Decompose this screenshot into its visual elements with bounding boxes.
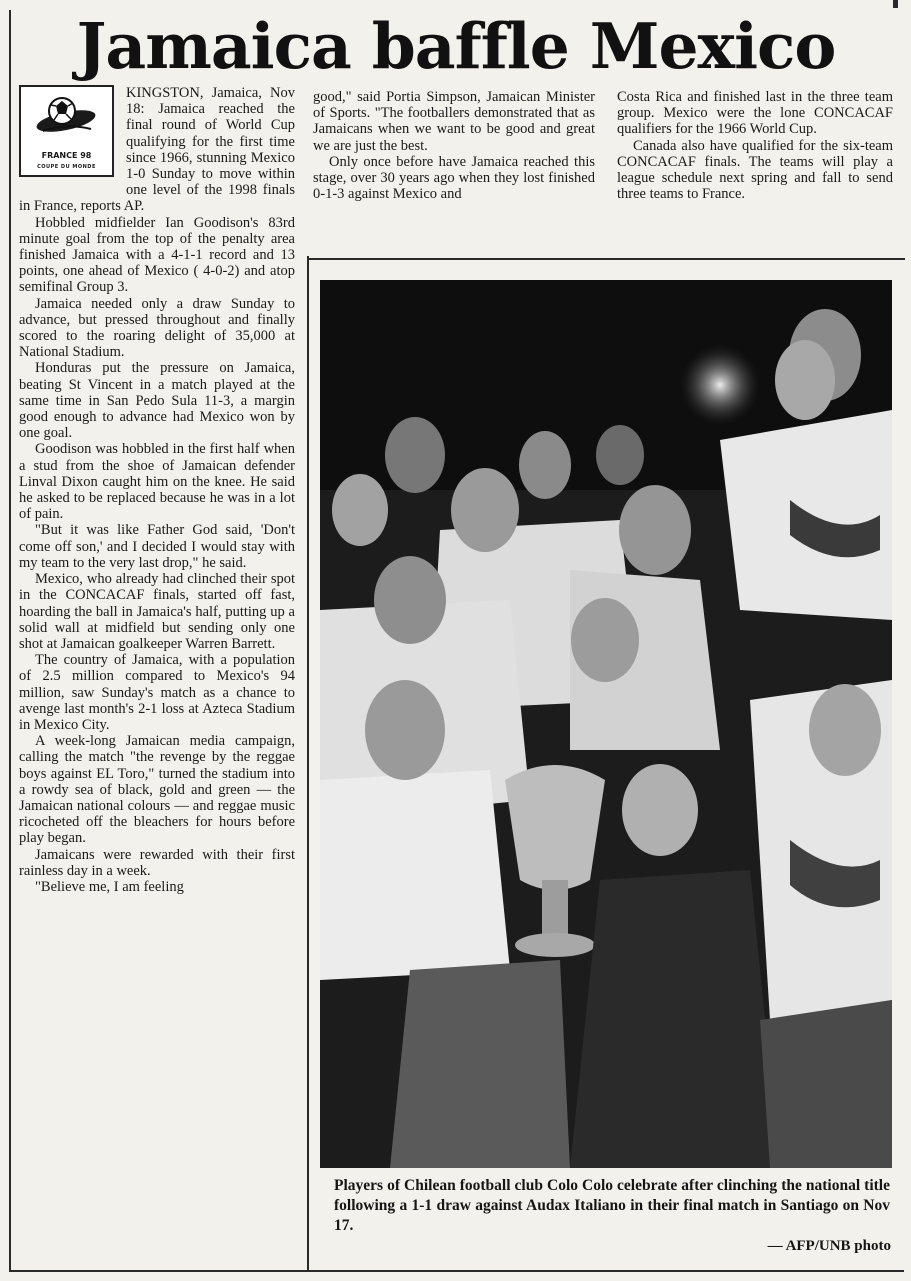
paragraph: "Believe me, I am feeling: [35, 878, 184, 895]
logo-title: FRANCE 98: [41, 151, 92, 160]
france-98-logo: [19, 85, 114, 177]
article-column-1: [19, 85, 295, 895]
left-border-rule: [9, 10, 11, 1272]
paragraph: Costa Rica and finished last in the three team group. Mexico were the lone CONCACAF qualifiers for the 1966 World Cup.: [617, 89, 893, 138]
paragraph: KINGSTON, Jamaica, Nov 18: Jamaica reached the final round of World Cup qualifying for the first time since 1966, stunning Mexico 1-0 Sunday to move within one level of the 1998 finals in France, reports AP.: [19, 85, 295, 215]
paragraph: A week-long Jamaican media campaign, calling the match "the revenge by the reggae boys against EL Toro," turned the stadium into a rowdy sea of black, gold and green — the Jamaican national colours — and reggae music ricocheted off the bleachers for hours before play began.: [19, 733, 295, 847]
headline: Jamaica baffle Mexico: [76, 9, 836, 83]
paragraph: Mexico, who already had clinched their spot in the CONCACAF finals, started off fast, hoarding the ball in Jamaica's half, putting up a solid wall at midfield but sending only one shot at Jamaican goalkeeper Warren Barrett.: [19, 571, 295, 652]
photo-top-rule: [309, 258, 905, 260]
paragraph: Jamaicans were rewarded with their first rainless day in a week.: [19, 846, 295, 879]
paragraph: good," said Portia Simpson, Jamaican Minister of Sports. "The footballers demonstrated that as Jamaicans when we want to be good and great we are just the best.: [313, 89, 595, 154]
paragraph: "But it was like Father God said, 'Don't come off son,' and I decided I would stay with my team to the very last drop," he said.: [19, 522, 295, 571]
article-column-2: [313, 89, 595, 202]
paragraph: Only once before have Jamaica reached this stage, over 30 years ago when they lost finished 0-1-3 against Mexico and: [313, 153, 595, 203]
article-column-3: [617, 89, 893, 202]
paragraph: Honduras put the pressure on Jamaica, beating St Vincent in a match played at the same time in San Pedo Sula 11-3, a margin good enough to advance had Mexico won by one goal.: [19, 360, 295, 442]
photo-credit: — AFP/UNB photo: [767, 1238, 891, 1254]
paragraph: The country of Jamaica, with a population of 2.5 million compared to Mexico's 94 million, saw Sunday's match as a chance to avenge last month's 2-1 loss at Azteca Stadium in Mexico City.: [19, 652, 295, 733]
bottom-border-rule: [9, 1270, 904, 1272]
paragraph: Hobbled midfielder Ian Goodison's 83rd minute goal from the top of the penalty area finished Jamaica with a 4-1-1 record and 13 points, one ahead of Mexico ( 4-0-2) and atop semifinal Group 3.: [19, 214, 295, 296]
paragraph: Goodison was hobbled in the first half when a stud from the shoe of Jamaican defender Linval Dixon caught him on the knee. He said he asked to be replaced because he was in a lot of pain.: [19, 441, 295, 523]
team-celebration-photo: [320, 280, 892, 1168]
paragraph: Canada also have qualified for the six-team CONCACAF finals. The teams will play a league schedule next spring and fall to send three teams to France.: [617, 137, 893, 203]
paragraph: Jamaica needed only a draw Sunday to advance, but pressed throughout and finally scored to the roaring delight of 35,000 at National Stadium.: [19, 295, 295, 361]
photo-caption: Players of Chilean football club Colo Colo celebrate after clinching the national title following a 1-1 draw against Audax Italiano in their final match in Santiago on Nov 17.: [334, 1177, 890, 1234]
logo-subtitle: COUPE DU MONDE: [37, 164, 96, 170]
column-divider: [307, 256, 309, 1270]
